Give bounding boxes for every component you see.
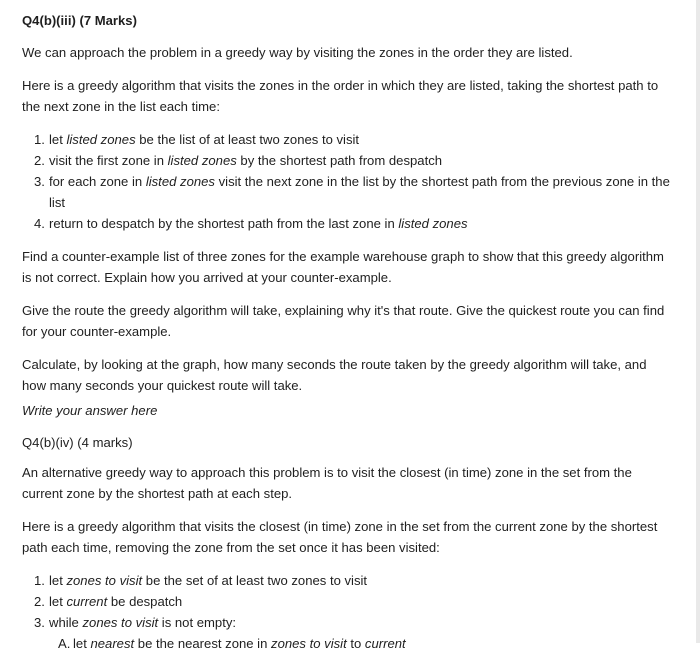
list-item: 1. let zones to visit be the set of at least two zones to visit bbox=[34, 573, 368, 588]
part-iv-steps bbox=[22, 570, 672, 633]
part-iii-heading: Q4(b)(iii) (7 Marks) bbox=[22, 13, 137, 28]
list-item: 4. return to despatch by the shortest path from the last zone in listed zones bbox=[34, 216, 468, 231]
part-iii-task-counter-example: Find a counter-example list of three zones for the example warehouse graph to show that this greedy algorithm is not correct. Explain how you arrived at your counter-example. bbox=[22, 249, 664, 285]
list-item: 2. let current be despatch bbox=[34, 594, 183, 609]
page-edge bbox=[696, 0, 700, 643]
part-iii-algo-intro: Here is a greedy algorithm that visits the zones in the order in which they are listed, taking the shortest path to the next zone in the list each time: bbox=[22, 78, 659, 114]
list-item: 2. visit the first zone in listed zones by the shortest path from despatch bbox=[34, 153, 443, 168]
part-iii-task-calculate: Calculate, by looking at the graph, how many seconds the route taken by the greedy algorithm will take, and how many seconds your quickest route will take. bbox=[22, 357, 647, 393]
part-iv-intro: An alternative greedy way to approach this problem is to visit the closest (in time) zone in the set from the current zone by the shortest path at each step. bbox=[22, 465, 632, 501]
question-content bbox=[22, 10, 672, 654]
part-iii-steps bbox=[22, 129, 672, 234]
list-item: 3. while zones to visit is not empty: bbox=[34, 615, 237, 630]
part-iii-intro: We can approach the problem in a greedy way by visiting the zones in the order they are listed. bbox=[22, 45, 573, 60]
part-iv-heading: Q4(b)(iv) (4 marks) bbox=[22, 435, 133, 450]
answer-prompt[interactable]: Write your answer here bbox=[22, 403, 158, 418]
list-item: 3. for each zone in listed zones visit the next zone in the list by the shortest path from the previous zone in the list bbox=[34, 174, 670, 210]
part-iv-algo-intro: Here is a greedy algorithm that visits the closest (in time) zone in the set from the current zone by the shortest path each time, removing the zone from the set once it has been visited: bbox=[22, 519, 658, 555]
list-item: A. let nearest be the nearest zone in zones to visit to current bbox=[58, 636, 406, 651]
part-iv-substeps bbox=[22, 633, 672, 654]
part-iii-task-route: Give the route the greedy algorithm will take, explaining why it's that route. Give the quickest route you can find for your counter-example. bbox=[22, 303, 665, 339]
list-item: 1. let listed zones be the list of at least two zones to visit bbox=[34, 132, 360, 147]
